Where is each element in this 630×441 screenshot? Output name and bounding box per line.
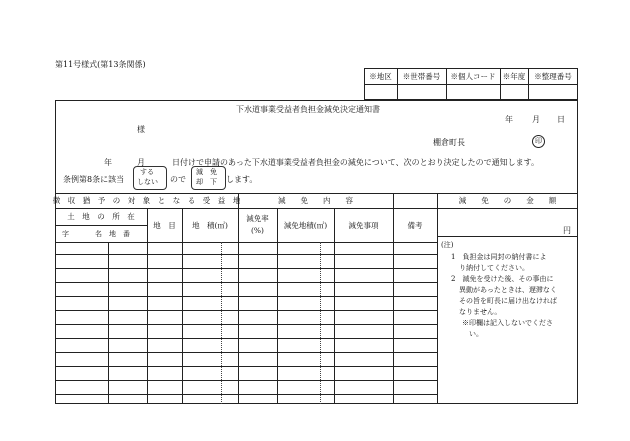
col-reduction-rate: 減免率 bbox=[246, 213, 269, 223]
col-reduction-rate-unit: (%) bbox=[251, 225, 264, 235]
col-reduced-area: 減免地積(㎡) bbox=[283, 220, 328, 230]
form-number: 第11号様式(第13条関係) bbox=[55, 60, 146, 69]
addressee-suffix: 様 bbox=[137, 125, 145, 134]
yen-unit: 円 bbox=[563, 226, 571, 235]
option-reject: 却 下 bbox=[196, 178, 217, 186]
col-remarks: 備考 bbox=[407, 220, 423, 230]
date-year: 年 bbox=[505, 115, 513, 124]
body-month: 月 bbox=[137, 158, 145, 167]
notes-heading: (注) bbox=[441, 241, 454, 249]
document-title: 下水道事業受益者負担金減免決定通知書 bbox=[236, 105, 380, 114]
issuer-name: 棚倉町長 bbox=[433, 138, 465, 147]
note-line: 1 負担金は同封の納付書によ bbox=[451, 253, 547, 261]
col-reduction-matter: 減免事項 bbox=[348, 220, 379, 230]
note-line: 異動があったときは、遅滞なく bbox=[459, 286, 557, 294]
header-cell-district: ※地区 bbox=[369, 71, 392, 81]
note-line: 2 減免を受けた後、その事由に bbox=[451, 275, 554, 283]
col-land-category: 地 目 bbox=[153, 220, 176, 230]
section-header-reduction: 減 免 内 容 bbox=[278, 196, 353, 205]
body-year: 年 bbox=[104, 158, 112, 167]
decision-suffix: します。 bbox=[226, 175, 258, 184]
section-header-land: 徴 収 猶 予 の 対 象 と な る 受 益 地 bbox=[52, 196, 241, 205]
header-cell-household: ※世帯番号 bbox=[402, 71, 441, 81]
col-area: 地 積(㎡) bbox=[192, 220, 228, 230]
note-line: ※印欄は記入しないでくださ bbox=[462, 319, 553, 327]
ordinance-prefix: 条例第8条に該当 bbox=[63, 175, 125, 184]
section-header-amount: 減 免 の 金 額 bbox=[458, 196, 557, 205]
note-line: なりません。 bbox=[459, 308, 502, 316]
option-applies: する bbox=[140, 168, 154, 176]
body-text: 日付けで申請のあった下水道事業受益者負担金の減免について、次のとおり決定したので通知します。 bbox=[172, 158, 539, 167]
option-not-applies: しない bbox=[137, 178, 158, 186]
note-line: い。 bbox=[469, 330, 483, 338]
date-month: 月 bbox=[532, 115, 540, 124]
note-line: その旨を町長に届け出なければ bbox=[459, 297, 557, 305]
form-frame bbox=[52, 100, 578, 404]
col-chiban: 名 地 番 bbox=[95, 230, 130, 238]
option-reduce: 減 免 bbox=[196, 168, 217, 176]
header-cell-reference-no: ※整理番号 bbox=[534, 71, 572, 81]
connector-node: ので bbox=[170, 175, 186, 184]
seal-mark: 印 bbox=[532, 135, 545, 148]
date-day: 日 bbox=[557, 115, 565, 124]
col-aza: 字 bbox=[62, 230, 69, 238]
header-cell-personal-code: ※個人コード bbox=[450, 71, 496, 81]
col-location: 土 地 の 所 在 bbox=[67, 212, 135, 221]
note-line: り納付してください。 bbox=[459, 264, 529, 272]
header-cell-fiscal-year: ※年度 bbox=[502, 71, 526, 81]
